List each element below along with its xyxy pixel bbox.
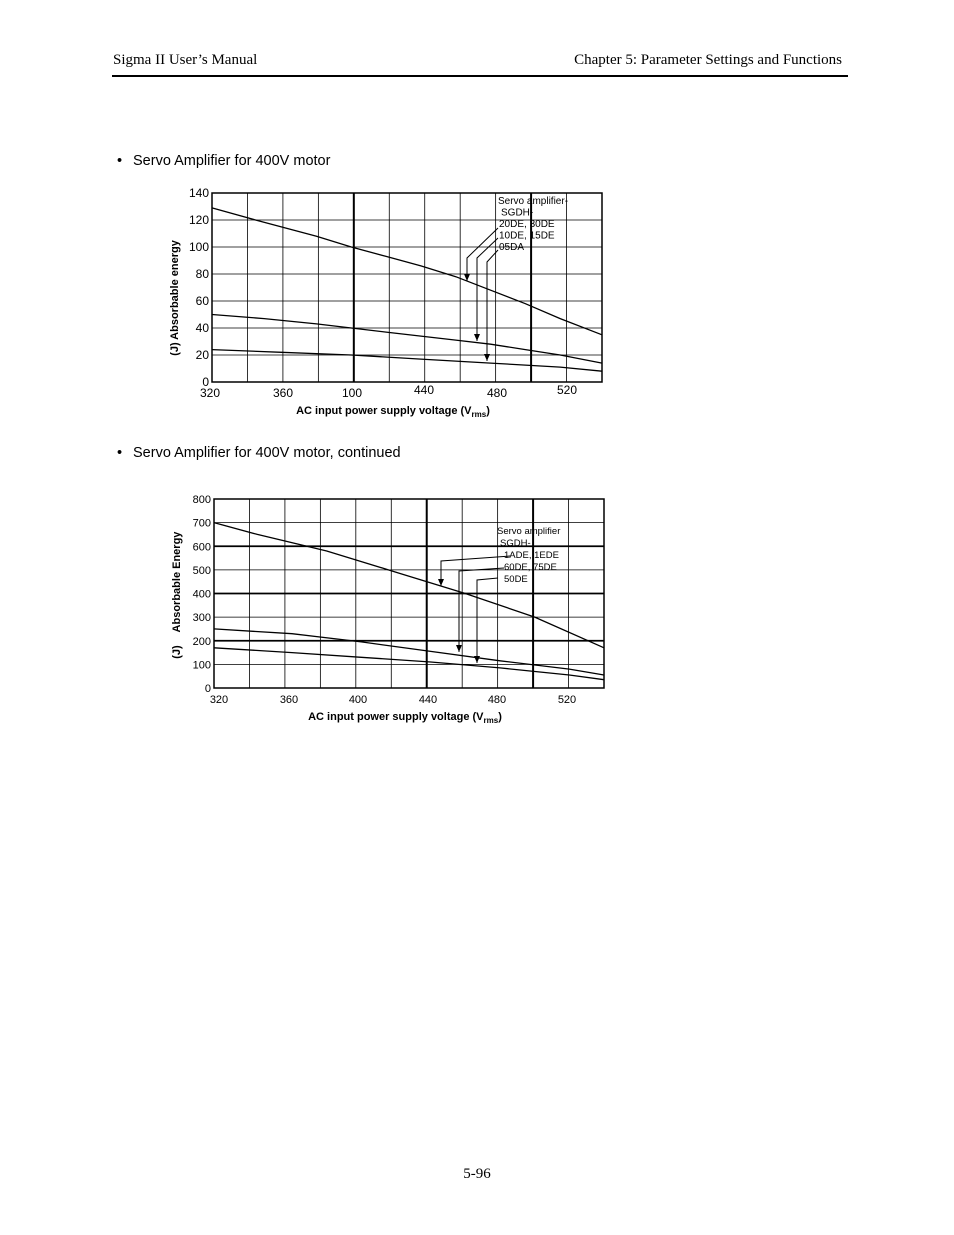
page-number: 5-96 — [463, 1166, 491, 1182]
y-tick-label: 100 — [188, 240, 209, 254]
legend-line: Servo amplifier- — [498, 196, 569, 207]
x-tick-label: 360 — [272, 386, 294, 400]
x-tick-label: 480 — [487, 694, 507, 706]
series-line-1 — [214, 523, 604, 648]
y-axis-unit: (J) — [169, 342, 181, 356]
x-tick-label: 320 — [209, 694, 229, 706]
bullet-dot-2: • — [117, 445, 123, 461]
legend-line: 20DE, 30DE — [499, 219, 555, 230]
y-tick-label: 140 — [188, 186, 209, 200]
y-tick-label: 400 — [192, 588, 211, 601]
y-tick-label: 40 — [195, 321, 209, 335]
y-tick-label: 100 — [192, 659, 211, 672]
legend-line: SGDH- — [501, 207, 534, 219]
y-tick-label: 700 — [192, 517, 211, 530]
y-tick-label: 20 — [195, 348, 209, 362]
bullet-text-1: Servo Amplifier for 400V motor — [133, 153, 331, 169]
y-tick-label: 0 — [202, 375, 209, 389]
legend-line: SGDH- — [500, 538, 531, 549]
x-tick-label: 520 — [556, 383, 578, 397]
legend-line: 05DA — [499, 242, 525, 253]
x-tick-label: 440 — [418, 694, 438, 706]
legend-arrowhead — [474, 334, 480, 341]
y-tick-label: 200 — [192, 635, 211, 648]
x-tick-label: 440 — [413, 383, 435, 397]
chart-2 — [171, 494, 604, 725]
header-manual-title: Sigma II User’s Manual — [113, 52, 258, 68]
chart-1 — [169, 186, 602, 419]
legend-line: 50DE — [504, 574, 528, 585]
x-axis-label: AC input power supply voltage $(V_{rms})$ — [296, 405, 490, 419]
legend-arrowhead — [456, 645, 462, 652]
legend-line: 60DE, 75DE — [504, 562, 557, 573]
y-tick-label: 800 — [192, 494, 211, 506]
legend-line: 1ADE, 1EDE — [504, 550, 559, 561]
legend-leader-line — [441, 556, 510, 586]
y-tick-label: 120 — [188, 213, 209, 227]
y-axis-label: Absorbable energy — [169, 240, 181, 340]
bullet-text-2: Servo Amplifier for 400V motor, continued — [133, 445, 401, 461]
x-tick-label: 520 — [557, 694, 577, 706]
x-tick-label: 400 — [348, 694, 368, 706]
x-tick-label: 320 — [199, 386, 221, 400]
legend-leader-line — [477, 578, 498, 663]
series-line-2 — [212, 315, 602, 364]
legend-line: 10DE, 15DE — [499, 230, 555, 242]
bullet-dot-1: • — [117, 153, 123, 169]
x-tick-label: 360 — [279, 694, 299, 706]
y-tick-label: 0 — [204, 683, 211, 695]
y-tick-label: 80 — [195, 267, 209, 281]
legend-arrowhead — [484, 354, 490, 361]
series-line-3 — [214, 648, 604, 680]
y-axis-label: Absorbable Energy — [171, 531, 183, 633]
legend-arrowhead — [474, 656, 480, 663]
y-tick-label: 300 — [192, 612, 211, 625]
legend-line: Servo amplifier — [497, 526, 561, 537]
y-axis-unit: (J) — [171, 645, 183, 659]
y-tick-label: 600 — [192, 541, 211, 554]
x-tick-label: 100 — [341, 386, 363, 400]
x-tick-label: 480 — [486, 386, 508, 400]
x-axis-label: AC input power supply voltage $(V_{rms})$ — [308, 711, 502, 725]
y-tick-label: 60 — [195, 294, 209, 308]
header-chapter-title: Chapter 5: Parameter Settings and Functions — [574, 52, 842, 68]
y-tick-label: 500 — [192, 564, 211, 577]
